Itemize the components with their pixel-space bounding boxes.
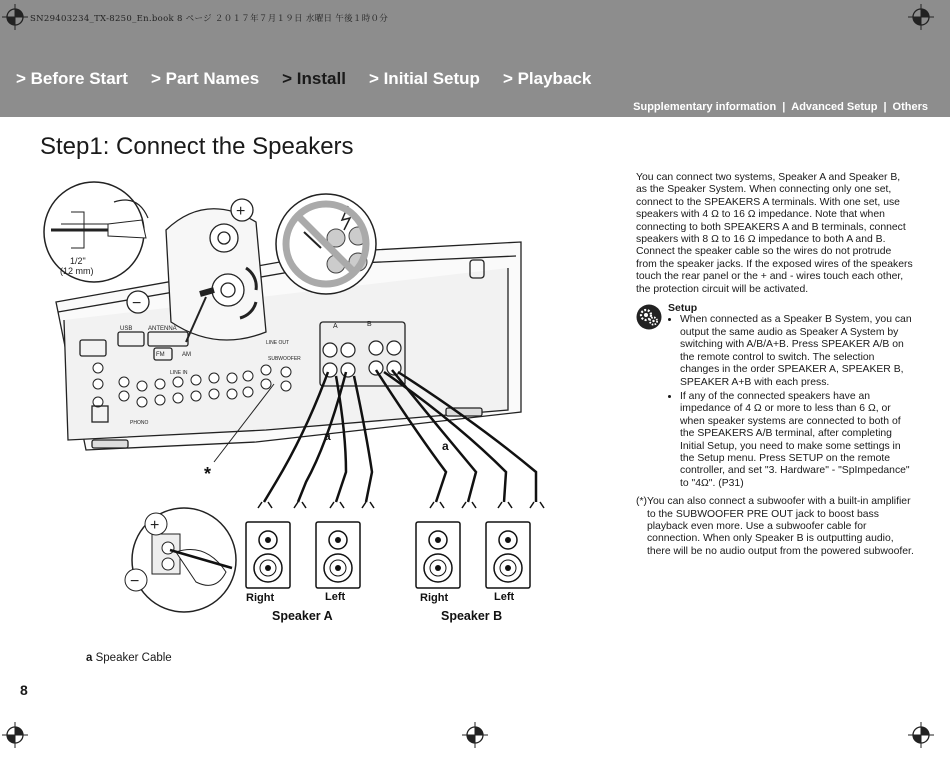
svg-text:LINE IN: LINE IN bbox=[170, 370, 188, 376]
svg-text:B: B bbox=[367, 321, 372, 328]
speaker-label: Right bbox=[246, 592, 275, 604]
subnav-separator: | bbox=[883, 101, 887, 113]
prohibited-contact-detail bbox=[276, 194, 376, 294]
subnav-advanced-setup[interactable]: Advanced Setup bbox=[791, 101, 878, 113]
wire-strip-detail bbox=[44, 182, 148, 282]
nav-initial-setup[interactable]: > Initial Setup bbox=[368, 69, 480, 88]
speaker-group-b-label: Speaker B bbox=[441, 609, 503, 623]
speaker-left-a bbox=[316, 522, 360, 588]
body-text-column bbox=[636, 172, 914, 558]
nav-install[interactable]: > Install bbox=[282, 69, 346, 88]
nav-playback[interactable]: > Playback bbox=[502, 69, 592, 88]
svg-text:USB: USB bbox=[120, 326, 133, 332]
registration-mark-icon bbox=[906, 720, 936, 750]
setup-bullet: • When connected as a Speaker B System, you can output the same audio as Speaker A System by switching with A/B/A+B. Press SPEAKER A/B on the remote control to switch. The selection changes in the order SPEAKER A, SPEAKER B, SPEAKER A+B with each press. bbox=[680, 314, 914, 388]
registration-mark-icon bbox=[460, 720, 490, 750]
subnav-separator: | bbox=[782, 101, 786, 113]
figure-caption bbox=[86, 652, 172, 664]
subnav-supplementary[interactable]: Supplementary information bbox=[633, 101, 777, 113]
asterisk-note-marker: * bbox=[204, 464, 212, 484]
nav-part-names[interactable]: > Part Names bbox=[150, 69, 260, 88]
cable-callout-a: a bbox=[324, 429, 331, 443]
page-title: Step1: Connect the Speakers bbox=[40, 133, 354, 160]
intro-paragraph: You can connect two systems, Speaker A and Speaker B, as the Speaker System. When connecting only one set, connect to the SPEAKERS A terminals. With one set, use speakers with 4 Ω to 16 Ω impedance. Note that when connecting to both SPEAKERS A and B terminals, connect speakers with 8 Ω to 16 Ω impedance to both A and B. Connect the speaker cable so the wires do not protrude from the speaker jacks. If the exposed wires of the speakers touch the rear panel or the + and - wires touch each other, the protection circuit will be activated. bbox=[636, 172, 913, 295]
section-nav bbox=[16, 69, 614, 89]
registration-mark-icon bbox=[0, 2, 30, 32]
header-band bbox=[0, 0, 950, 117]
svg-text:ANTENNA: ANTENNA bbox=[148, 326, 177, 332]
setup-box bbox=[636, 302, 914, 490]
nav-before-start[interactable]: > Before Start bbox=[16, 69, 128, 88]
svg-text:+: + bbox=[150, 517, 160, 534]
svg-text:+: + bbox=[236, 203, 246, 220]
note-text: You can also connect a subwoofer with a built-in amplifier to the SUBWOOFER PRE OUT jack to boost bass playback even more. Use a subwoofer cable for connection. When only Speaker B is outputting audio, there will be no audio output from the powered subwoofer. bbox=[646, 496, 914, 557]
caption-letter: a bbox=[86, 652, 93, 664]
setup-bullet-list bbox=[668, 314, 914, 490]
speaker-label: Left bbox=[494, 591, 515, 603]
setup-bullet: • If any of the connected speakers have an impedance of 4 Ω or more to less than 6 Ω, or when speaker systems are connected to both of the SPEAKERS A/B terminal, after completing Initial Setup, you need to make some settings in the Setup menu. Press SETUP on the remote controller, and set "3. Hardware" - "SpImpedance" to "4Ω". (P31) bbox=[680, 391, 914, 490]
speaker-group-a-label: Speaker A bbox=[272, 609, 333, 623]
svg-text:−: − bbox=[130, 573, 140, 590]
speaker-left-b bbox=[486, 522, 530, 588]
page-number: 8 bbox=[20, 682, 28, 698]
note-marker: (*) bbox=[636, 496, 647, 508]
subwoofer-note bbox=[636, 496, 914, 558]
print-crop-text: SN29403234_TX-8250_En.book 8 ページ ２０１７年７月１９日 水曜日 午後１時０分 bbox=[30, 14, 389, 24]
speaker-label: Left bbox=[325, 591, 346, 603]
sub-nav bbox=[633, 101, 928, 113]
svg-text:SUBWOOFER: SUBWOOFER bbox=[268, 356, 301, 362]
svg-text:1/2": 1/2" bbox=[70, 256, 86, 266]
speaker-label: Right bbox=[420, 592, 449, 604]
speaker-right-a bbox=[246, 522, 290, 588]
svg-text:LINE OUT: LINE OUT bbox=[266, 340, 290, 346]
subnav-others[interactable]: Others bbox=[892, 101, 928, 113]
svg-text:PHONO: PHONO bbox=[130, 420, 149, 426]
hand-connection-detail bbox=[125, 508, 236, 612]
caption-text: Speaker Cable bbox=[95, 652, 172, 664]
svg-text:(12 mm): (12 mm) bbox=[60, 266, 94, 276]
registration-mark-icon bbox=[0, 720, 30, 750]
speaker-right-b bbox=[416, 522, 460, 588]
cable-callout-a: a bbox=[442, 439, 449, 453]
svg-text:FM: FM bbox=[156, 352, 165, 358]
svg-text:AM: AM bbox=[182, 352, 191, 358]
setup-title: Setup bbox=[668, 302, 698, 315]
registration-mark-icon bbox=[906, 2, 936, 32]
svg-text:A: A bbox=[333, 323, 338, 330]
setup-gear-icon bbox=[636, 304, 662, 330]
speaker-connection-illustration bbox=[36, 172, 596, 642]
svg-text:−: − bbox=[132, 295, 142, 312]
